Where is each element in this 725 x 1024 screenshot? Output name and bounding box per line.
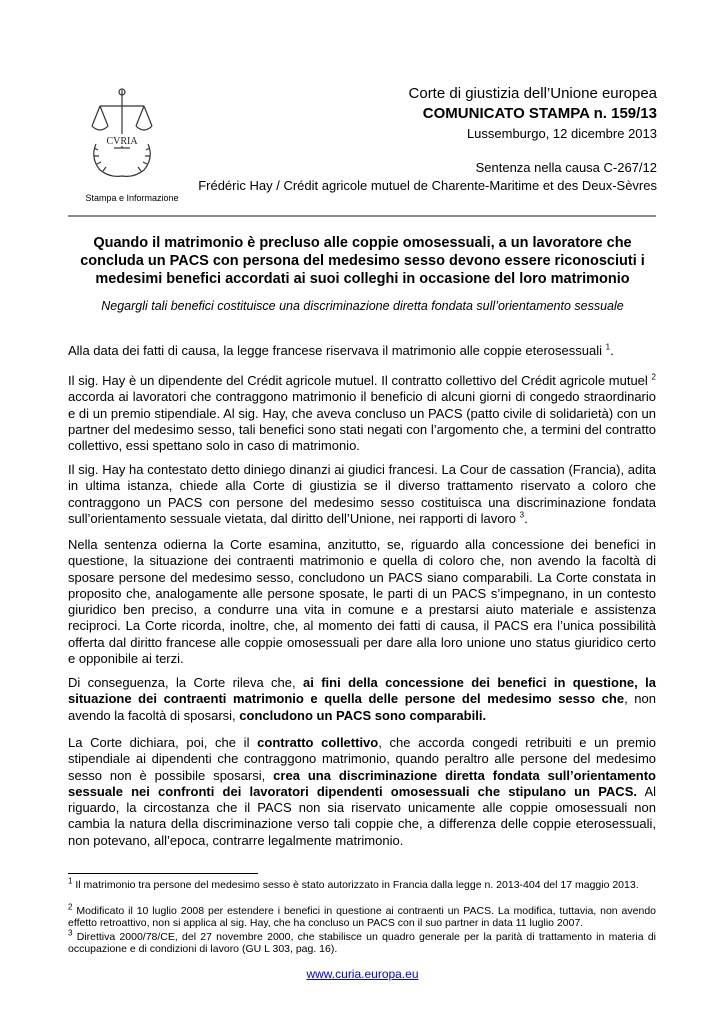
institution-name: Corte di giustizia dell’Unione europea	[408, 85, 657, 102]
place-date: Lussemburgo, 12 dicembre 2013	[466, 126, 657, 141]
logo-caption: Stampa e Informazione	[85, 193, 179, 203]
footnote-3: $^3$ Direttiva 2000/78/CE, del 27 novembre 2000, che stabilisce un quadro generale per la parità di trattamento in materia di occupazione e di condizioni di lavoro (GU L 303, pag. 16).	[68, 928, 656, 955]
curia-logo-icon	[86, 86, 158, 182]
footnote-ref-3[interactable]: 3	[519, 510, 525, 520]
logo-text: CVRIA	[106, 136, 138, 147]
paragraph-1: Alla data dei fatti di causa, la legge francese riservava il matrimonio alle coppie eterosessuali $^1$.	[68, 342, 614, 358]
footnote-2: $^2$ Modificato il 10 luglio 2008 per estendere i benefici in questione ai contraenti un PACS. La modifica, tuttavia, non avendo effetto retroattivo, non si applica al sig. Hay, che ha concluso un PACS con il suo partner in data 11 luglio 2007.	[68, 902, 656, 929]
header-divider	[68, 215, 656, 217]
paragraph-6: La Corte dichiara, poi, che il contratto collettivo, che accorda congedi retribuiti e un premio stipendiale ai dipendenti che contraggono matrimonio, quando peraltro alle persone del medesimo sesso non è possibile sposarsi, crea una discriminazione diretta fondata sull’orientamento sessuale nei confronti dei lavoratori dipendenti omosessuali che stipulano un PACS. Al riguardo, la circostanza che il PACS non sia riservato unicamente alle coppie omosessuali non cambia la natura della discriminazione verso tali coppie che, a differenza delle coppie eterosessuali, non potevano, all’epoca, contrarre legalmente matrimonio.	[68, 735, 656, 848]
curia-website-link[interactable]: www.curia.europa.eu	[306, 967, 419, 981]
paragraph-5: Di conseguenza, la Corte rileva che, ai fini della concessione dei benefici in questione, la situazione dei contraenti matrimonio e quella delle persone del medesimo sesso che, non avendo la facoltà di sposarsi, concludono un PACS sono comparabili.	[68, 675, 656, 723]
case-number: Sentenza nella causa C-267/12	[475, 160, 657, 175]
footnote-1: $^1$ Il matrimonio tra persone del medesimo sesso è stato autorizzato in Francia dalla legge n. 2013-404 del 17 maggio 2013.	[68, 876, 639, 891]
paragraph-4: Nella sentenza odierna la Corte esamina, anzitutto, se, riguardo alla concessione dei benefici in questione, la situazione dei contraenti matrimonio e quella di coloro che, non avendo la facoltà di sposare persone del medesimo sesso, concludono un PACS siano comparabili. La Corte constata in proposito che, analogamente alle persone sposate, le parti di un PACS s’impegnano, in un contesto giuridico ben preciso, a condurre una vita in comune e a prestarsi aiuto materiale e assistenza reciproci. La Corte ricorda, inoltre, che, al momento dei fatti di causa, il PACS era l’unica possibilità offerta dal diritto francese alle coppie omosessuali per dare alla loro unione uno status giuridico certo e opponibile ai terzi.	[68, 537, 656, 667]
page-subtitle: Negargli tali benefici costituisce una discriminazione diretta fondata sull’orientamento sessuale	[101, 299, 624, 313]
footer	[0, 967, 725, 981]
press-release-number: COMUNICATO STAMPA n. 159/13	[422, 105, 657, 122]
case-parties: Frédéric Hay / Crédit agricole mutuel de Charente-Maritime et des Deux-Sèvres	[198, 178, 657, 193]
paragraph-2: Il sig. Hay è un dipendente del Crédit agricole mutuel. Il contratto collettivo del Crédit agricole mutuel $^2$ accorda ai lavoratori che contraggono matrimonio il beneficio di alcuni giorni di congedo straordinario e di un premio stipendiale. Al sig. Hay, che aveva concluso un PACS (patto civile di solidarietà) con un partner del medesimo sesso, tali benefici sono stati negati con l’argomento che, a termini del contratto collettivo, essi spettano solo in caso di matrimonio.	[68, 372, 656, 454]
footnote-divider	[68, 873, 258, 874]
footnote-ref-1[interactable]: 1	[605, 342, 611, 352]
footnote-ref-2[interactable]: 2	[651, 372, 656, 382]
page-title: Quando il matrimonio è precluso alle coppie omosessuali, a un lavoratore che concluda un PACS con persona del medesimo sesso devono essere riconosciuti i medesimi benefici accordati ai suoi colleghi in occasione del loro matrimonio	[80, 235, 645, 287]
paragraph-3: Il sig. Hay ha contestato detto diniego dinanzi ai giudici francesi. La Cour de cassation (Francia), adita in ultima istanza, chiede alla Corte di giustizia se il diverso trattamento riservato a coloro che contraggono un PACS con persone del medesimo sesso costituisca una discriminazione fondata sull’orientamento sessuale vietata, dal diritto dell’Unione, nei rapporti di lavoro $^3$.	[68, 462, 656, 526]
